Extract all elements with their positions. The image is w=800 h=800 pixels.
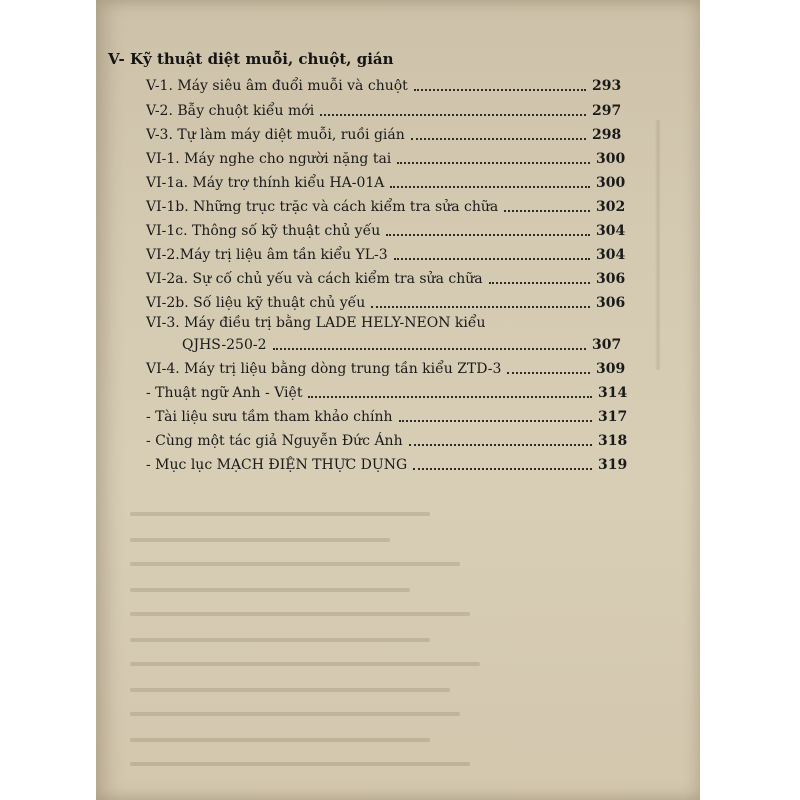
dot-leader	[504, 210, 590, 212]
toc-entry-page: 306	[596, 295, 626, 311]
toc-entry-label: VI-1. Máy nghe cho người nặng tai	[146, 151, 392, 167]
toc-entry-label-continuation: QJHS-250-2	[182, 337, 267, 353]
toc-entry-label: V-2. Bẫy chuột kiểu mới	[146, 103, 315, 119]
dot-leader	[489, 282, 590, 284]
dot-leader	[390, 186, 590, 188]
toc-entry-label: VI-3. Máy điều trị bằng LADE HELY-NEON kiểu	[146, 315, 486, 331]
dot-leader	[371, 306, 590, 308]
toc-entry-label: VI-1b. Những trục trặc và cách kiểm tra sửa chữa	[146, 199, 499, 215]
toc-entry-page: 314	[598, 385, 628, 401]
section-title: V- Kỹ thuật diệt muỗi, chuột, gián	[108, 50, 394, 68]
toc-entry-label: - Thuật ngữ Anh - Việt	[146, 385, 303, 401]
dot-leader	[411, 138, 586, 140]
toc-entry-label: V-3. Tự làm máy diệt muỗi, ruồi gián	[146, 127, 405, 143]
toc-entry-page: 317	[598, 409, 628, 425]
toc-entry-label: V-1. Máy siêu âm đuổi muỗi và chuột	[146, 78, 408, 94]
dot-leader	[397, 162, 590, 164]
toc-entry-page: 297	[592, 103, 622, 119]
toc-entry-label: VI-1c. Thông số kỹ thuật chủ yếu	[146, 223, 381, 239]
dot-leader	[409, 444, 592, 446]
toc-entry-label: VI-2a. Sự cố chủ yếu và cách kiểm tra sửa chữa	[146, 271, 483, 287]
dot-leader	[386, 234, 590, 236]
toc-entry-page: 318	[598, 433, 628, 449]
toc-entry-page: 293	[592, 78, 622, 94]
toc-entry-label: - Tài liệu sưu tầm tham khảo chính	[146, 409, 393, 425]
toc-entry-label: VI-2.Máy trị liệu âm tần kiểu YL-3	[146, 247, 388, 263]
dot-leader	[308, 396, 592, 398]
toc-entry-page: 306	[596, 271, 626, 287]
dot-leader	[507, 372, 590, 374]
toc-entry-label: VI-1a. Máy trợ thính kiểu HA-01A	[146, 175, 385, 191]
toc-entry-page: 302	[596, 199, 626, 215]
dot-leader	[320, 114, 586, 116]
dot-leader	[414, 89, 586, 91]
toc-entry-label: - Cùng một tác giả Nguyễn Đức Ánh	[146, 433, 403, 449]
dot-leader	[394, 258, 590, 260]
dot-leader	[399, 420, 592, 422]
toc-entry-page: 304	[596, 223, 626, 239]
toc-entry-page: 298	[592, 127, 622, 143]
toc-entry-page: 300	[596, 175, 626, 191]
dot-leader	[273, 348, 586, 350]
toc-entry-label: VI-4. Máy trị liệu bằng dòng trung tần kiểu ZTD-3	[146, 361, 502, 377]
toc-entry-page: 319	[598, 457, 628, 473]
toc-entry-page: 300	[596, 151, 626, 167]
toc-entry-label: - Mục lục MẠCH ĐIỆN THỰC DỤNG	[146, 457, 408, 473]
toc-entry-page: 307	[592, 337, 622, 353]
toc-entry-label: VI-2b. Số liệu kỹ thuật chủ yếu	[146, 295, 366, 311]
toc-entry-page: 304	[596, 247, 626, 263]
dot-leader	[413, 468, 592, 470]
toc-entry-page: 309	[596, 361, 626, 377]
